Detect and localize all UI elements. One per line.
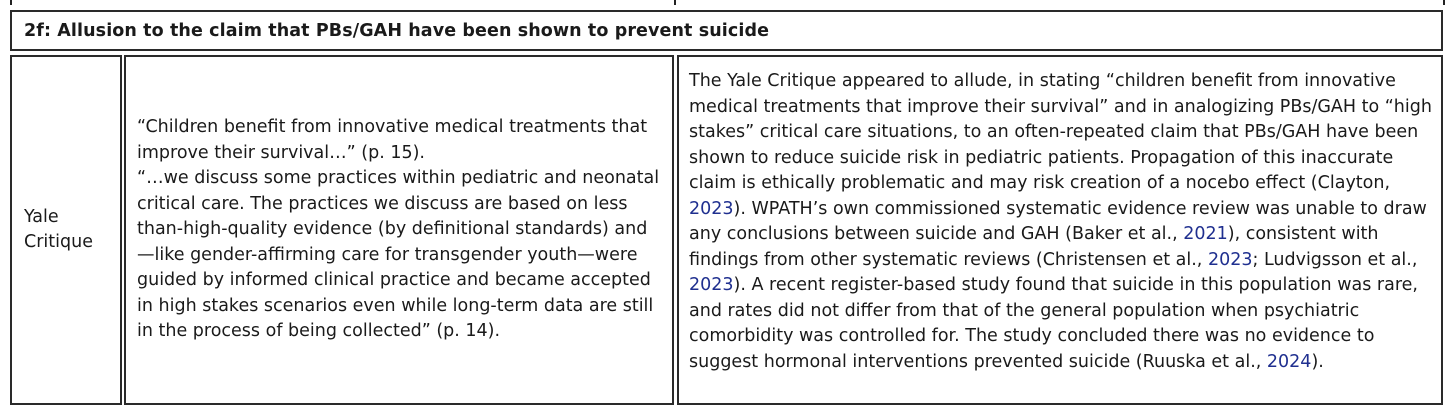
citation-link[interactable]: 2023: [689, 198, 734, 219]
border-tick: [1443, 0, 1445, 5]
analysis-cell: [677, 55, 1443, 405]
citation-link[interactable]: 2023: [1207, 249, 1253, 270]
section-header-cell: [10, 10, 1443, 51]
analysis-text: ). WPATH’s own commissioned systematic evidence review was unable to draw any conclusions between suicide and GAH (Baker et al.,: [689, 198, 1427, 244]
previous-table-border: [0, 0, 1456, 6]
row-label-cell: [10, 55, 122, 405]
section-title: 2f: Allusion to the claim that PBs/GAH have been shown to prevent suicide: [24, 20, 770, 41]
row-label: [24, 205, 93, 255]
analysis-text: The Yale Critique appeared to allude, in stating “children benefit from innovative medical treatments that improve their survival” and in analogizing PBs/GAH to “high stakes” critical care situations, to an often-repeated claim that PBs/GAH have been shown to reduce suicide risk in pediatric patients. Propagation of this inaccurate claim is ethically problematic and may risk creation of a nocebo effect (Clayton,: [689, 71, 1432, 193]
citation-link[interactable]: 2024: [1266, 351, 1312, 372]
quote-paragraph: “Children benefit from innovative medical treatments that improve their survival…” (p. 15).: [137, 117, 648, 163]
border-tick: [10, 0, 12, 5]
quoted-excerpts: [137, 115, 664, 345]
analysis-paragraph: [689, 69, 1433, 375]
row-label-line: Yale: [24, 207, 59, 227]
analysis-text: ). A recent register-based study found that suicide in this population was rare, and rates did not differ from that of the general population when psychiatric comorbidity was controlled for. The study concluded there was no evidence to suggest hormonal interventions prevented suicide (Ruuska et al.,: [689, 275, 1418, 372]
border-tick: [674, 0, 676, 5]
quote-paragraph: “…we discuss some practices within pediatric and neonatal critical care. The practices we discuss are based on less than-high-quality evidence (by definitional standards) and—like gender-affirming care for transgender youth—were guided by informed clinical practice and became accepted in high stakes scenarios even while long-term data are still in the process of being collected” (p. 14).: [137, 168, 660, 342]
analysis-text: ), consistent with findings from other systematic reviews (Christensen et al.,: [689, 224, 1379, 270]
analysis-text: ).: [1311, 351, 1324, 372]
citation-link[interactable]: 2021: [1183, 224, 1228, 244]
row-label-line: Critique: [24, 232, 93, 252]
quote-cell: [124, 55, 674, 405]
analysis-text: ; Ludvigsson et al.,: [1252, 249, 1418, 270]
citation-link[interactable]: 2023: [689, 275, 734, 295]
